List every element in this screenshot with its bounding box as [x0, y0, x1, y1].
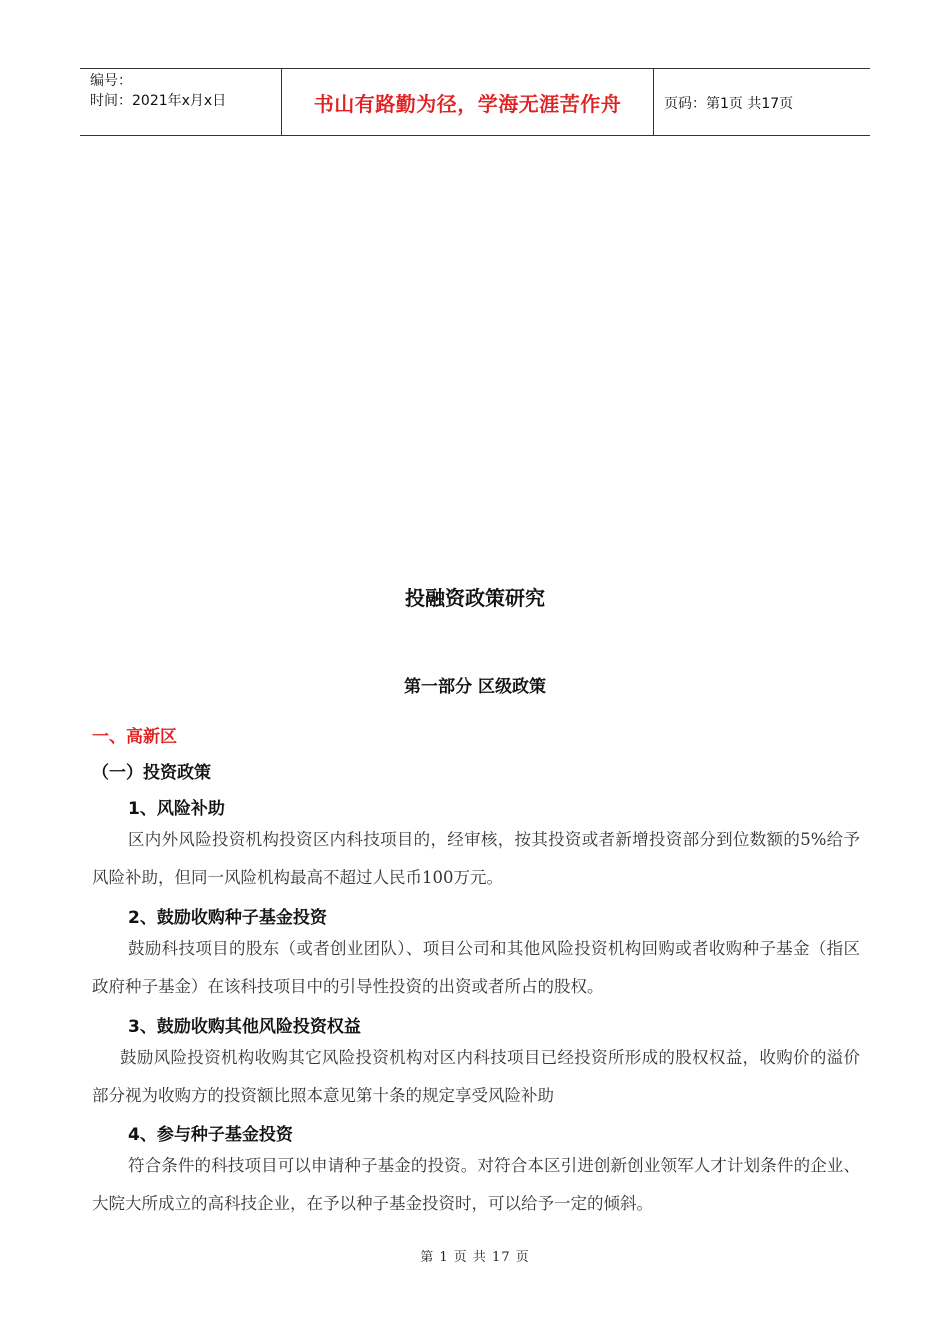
number-label: 编号：	[90, 73, 132, 89]
item-heading: 2、鼓励收购种子基金投资	[128, 908, 327, 928]
item-paragraph: 鼓励风险投资机构收购其它风险投资机构对区内科技项目已经投资所形成的股权权益，收购价的溢价部分视为收购方的投资额比照本意见第十条的规定享受风险补助	[92, 1048, 860, 1105]
item-heading: 4、参与种子基金投资	[128, 1125, 293, 1145]
item-paragraph: 区内外风险投资机构投资区内科技项目的，经审核，按其投资或者新增投资部分到位数额的5%给予风险补助，但同一风险机构最高不超过人民币100万元。	[92, 830, 860, 887]
header-meta	[80, 69, 281, 135]
header-motto: 书山有路勤为径，学海无涯苦作舟	[281, 69, 654, 135]
header-table	[80, 68, 870, 136]
item-heading: 1、风险补助	[128, 799, 225, 819]
page-footer: 第 1 页 共 17 页	[420, 1250, 530, 1265]
section-heading: 一、高新区	[92, 727, 177, 747]
item-paragraph: 符合条件的科技项目可以申请种子基金的投资。对符合本区引进创新创业领军人才计划条件的企业、大院大所成立的高科技企业，在予以种子基金投资时，可以给予一定的倾斜。	[92, 1156, 860, 1213]
time-label: 时间：2021年x月x日	[90, 93, 227, 109]
item-heading: 3、鼓励收购其他风险投资权益	[128, 1017, 361, 1037]
part-title: 第一部分 区级政策	[404, 677, 546, 697]
document-title: 投融资政策研究	[405, 586, 545, 610]
header-page-label: 页码：第1页 共17页	[664, 96, 794, 112]
subsection-heading: （一）投资政策	[92, 763, 211, 783]
item-paragraph: 鼓励科技项目的股东（或者创业团队）、项目公司和其他风险投资机构回购或者收购种子基金（指区政府种子基金）在该科技项目中的引导性投资的出资或者所占的股权。	[92, 939, 860, 996]
